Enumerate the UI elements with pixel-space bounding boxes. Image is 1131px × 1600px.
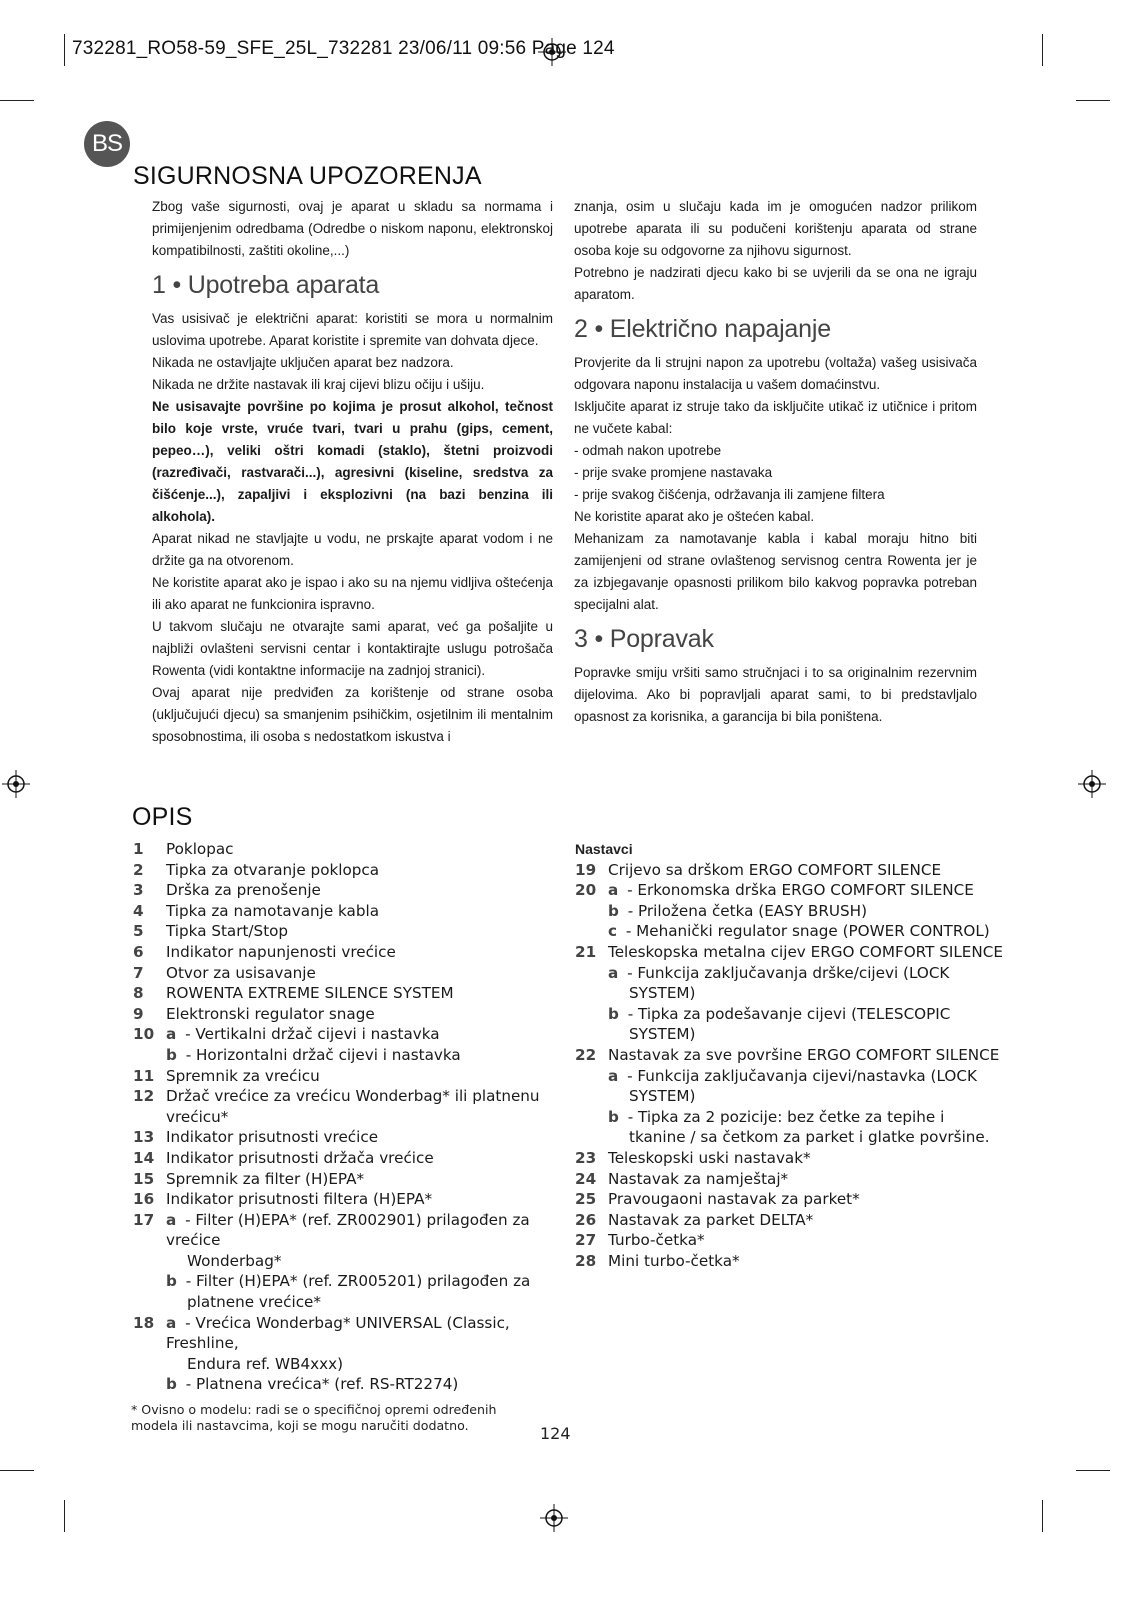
section-1-title: 1 • Upotreba aparata bbox=[152, 271, 380, 299]
list-item bbox=[133, 901, 563, 922]
list-item-continuation: vrećicu* bbox=[166, 1107, 229, 1126]
paragraph: Potrebno je nadzirati djecu kako bi se uvjerili da se ona ne igraju aparatom. bbox=[574, 265, 977, 302]
list-item-continuation: SYSTEM) bbox=[629, 1025, 696, 1044]
item-label: Tipka za otvaranje poklopca bbox=[166, 860, 380, 879]
list-item bbox=[575, 1230, 1005, 1251]
list-item bbox=[133, 1148, 563, 1169]
list-item: 18 a - Vrećica Wonderbag* UNIVERSAL (Classic, Freshline, bbox=[133, 1313, 510, 1353]
paragraph: Ovaj aparat nije predviđen za korištenje od strane osoba (uključujući djecu) sa smanjenim psihičkim, osjetilnim ili mentalnim sposobnostima, ili osoba s nedostatkom iskustva i bbox=[152, 685, 553, 744]
item-label: Spremnik za vrećicu bbox=[166, 1066, 320, 1085]
page-number: 124 bbox=[540, 1424, 571, 1443]
item-label: Indikator prisutnosti filtera (H)EPA* bbox=[166, 1190, 433, 1209]
item-label: Pravougaoni nastavak za parket* bbox=[608, 1190, 860, 1209]
list-subitem: b - Tipka za podešavanje cijevi (TELESCOPIC bbox=[608, 1004, 951, 1023]
paragraph: U takvom slučaju ne otvarajte sami aparat, već ga pošaljite u najbliži ovlašteni servisni centar i kontaktirajte uslugu potrošača Rowenta (vidi kontaktne informacije na zadnjoj stranici). bbox=[152, 619, 553, 678]
item-number: 28 bbox=[575, 1251, 597, 1270]
item-label: Tipka Start/Stop bbox=[166, 922, 289, 941]
safety-right-column bbox=[574, 196, 977, 728]
safety-intro: Zbog vaše sigurnosti, ovaj je aparat u skladu sa normama i primijenjenim odredbama (Odredbe o niskom naponu, elektronskoj kompatibilnosti, zaštiti okoline,...) bbox=[152, 199, 553, 258]
list-item: 12 Držač vrećice za vrećicu Wonderbag* ili platnenu bbox=[133, 1087, 540, 1106]
list-item: 21 Teleskopska metalna cijev ERGO COMFORT SILENCE bbox=[575, 942, 1003, 961]
item-label: Drška za prenošenje bbox=[166, 881, 321, 900]
item-number: 11 bbox=[133, 1066, 155, 1085]
list-item-continuation: SYSTEM) bbox=[629, 1087, 696, 1106]
registration-mark-icon bbox=[540, 1504, 568, 1532]
item-number: 23 bbox=[575, 1148, 597, 1167]
item-number: 6 bbox=[133, 942, 144, 961]
list-item bbox=[575, 1189, 1005, 1210]
list-item bbox=[133, 839, 563, 860]
list-item bbox=[133, 1169, 563, 1190]
list-item bbox=[133, 963, 563, 984]
list-subitem: b - Filter (H)EPA* (ref. ZR005201) prilagođen za bbox=[166, 1272, 531, 1291]
list-item bbox=[133, 1066, 563, 1087]
item-number: 16 bbox=[133, 1190, 155, 1209]
item-label: Turbo-četka* bbox=[608, 1231, 705, 1250]
list-item: 17 a - Filter (H)EPA* (ref. ZR002901) prilagođen za vrećice bbox=[133, 1210, 530, 1250]
crop-mark bbox=[0, 100, 34, 101]
item-number: 9 bbox=[133, 1004, 144, 1023]
item-number: 7 bbox=[133, 963, 144, 982]
item-number: 13 bbox=[133, 1128, 155, 1147]
item-number: 14 bbox=[133, 1148, 155, 1167]
list-subitem: c - Mehanički regulator snage (POWER CONTROL) bbox=[608, 922, 990, 941]
item-number: 8 bbox=[133, 984, 144, 1003]
list-subitem: a - Funkcija zaključavanja cijevi/nastavka (LOCK bbox=[608, 1066, 977, 1085]
paragraph: znanja, osim u slučaju kada im je omogućen nadzor prilikom upotrebe aparata ili su podučeni korištenju aparata od strane osoba koje su odgovorne za njihovu sigurnost. bbox=[574, 199, 977, 258]
list-subitem: b - Priložena četka (EASY BRUSH) bbox=[608, 901, 867, 920]
item-number: 26 bbox=[575, 1210, 597, 1229]
paragraph: Isključite aparat iz struje tako da isključite utikač iz utičnice i pritom ne vučete kabal: bbox=[574, 399, 977, 436]
language-badge: BS bbox=[84, 121, 130, 167]
paragraph: Ne koristite aparat ako je ispao i ako su na njemu vidljiva oštećenja ili ako aparat ne funkcionira ispravno. bbox=[152, 575, 553, 612]
list-item: 22 Nastavak za sve površine ERGO COMFORT SILENCE bbox=[575, 1045, 1000, 1064]
safety-left-column bbox=[152, 196, 553, 748]
item-number: 24 bbox=[575, 1169, 597, 1188]
item-label: Spremnik za filter (H)EPA* bbox=[166, 1169, 365, 1188]
paragraph: Vas usisivač je električni aparat: koristiti se mora u normalnim uslovima upotrebe. Aparat koristite i spremite van dohvata djece. bbox=[152, 311, 553, 348]
paragraph: Nikada ne držite nastavak ili kraj cijevi blizu očiju i ušiju. bbox=[152, 377, 485, 392]
item-number: 27 bbox=[575, 1231, 597, 1250]
paragraph: Nikada ne ostavljajte uključen aparat bez nadzora. bbox=[152, 355, 454, 370]
item-label: Elektronski regulator snage bbox=[166, 1004, 375, 1023]
item-number: 5 bbox=[133, 922, 144, 941]
item-number: 4 bbox=[133, 901, 144, 920]
item-label: Indikator prisutnosti držača vrećice bbox=[166, 1148, 434, 1167]
registration-mark-icon bbox=[1078, 770, 1106, 798]
item-label: Nastavak za parket DELTA* bbox=[608, 1210, 814, 1229]
crop-mark bbox=[1076, 100, 1110, 101]
list-subitem: b - Platnena vrećica* (ref. RS-RT2274) bbox=[166, 1375, 459, 1394]
list-item bbox=[133, 860, 563, 881]
bullet-item: - odmah nakon upotrebe bbox=[574, 443, 722, 458]
list-item: 20 a - Erkonomska drška ERGO COMFORT SILENCE bbox=[575, 881, 974, 900]
section-3-title: 3 • Popravak bbox=[574, 625, 714, 653]
list-item bbox=[133, 942, 563, 963]
crop-mark bbox=[1042, 34, 1043, 66]
item-number: 25 bbox=[575, 1190, 597, 1209]
item-label: Nastavak za namještaj* bbox=[608, 1169, 789, 1188]
item-label: Indikator prisutnosti vrećice bbox=[166, 1128, 379, 1147]
list-item bbox=[575, 1169, 1005, 1190]
item-label: Mini turbo-četka* bbox=[608, 1251, 740, 1270]
paragraph: Mehanizam za namotavanje kabla i kabal moraju hitno biti zamijenjeni od strane ovlaštenog servisnog centra Rowenta jer je za izbjegavanje opasnosti prilikom bilo kakvog popravka potreban specijalni alat. bbox=[574, 531, 977, 612]
parts-list-right bbox=[575, 839, 1005, 1271]
list-item-continuation: tkanine / sa četkom za parket i glatke površine. bbox=[629, 1128, 990, 1147]
list-item bbox=[575, 1148, 1005, 1169]
item-number: 2 bbox=[133, 860, 144, 879]
item-label: ROWENTA EXTREME SILENCE SYSTEM bbox=[166, 984, 454, 1003]
list-item-continuation: platnene vrećice* bbox=[187, 1293, 321, 1312]
list-item bbox=[133, 1189, 563, 1210]
list-item bbox=[575, 1210, 1005, 1231]
crop-mark bbox=[1042, 1500, 1043, 1532]
item-label: Tipka za namotavanje kabla bbox=[166, 901, 380, 920]
list-item: 10 a - Vertikalni držač cijevi i nastavka bbox=[133, 1025, 440, 1044]
warning-paragraph: Ne usisavajte površine po kojima je prosut alkohol, tečnost bilo koje vrste, vruće tvari, tvari u prahu (gips, cement, pepeo…), veliki oštri komadi (staklo), štetni proizvodi (razređivači, rastvarači...), agresivni (kiseline, sredstva za čišćenje...), zapaljivi i eksplozivni (na bazi benzina ili alkohola). bbox=[152, 399, 553, 524]
list-item-continuation: Wonderbag* bbox=[187, 1251, 282, 1270]
paragraph: Provjerite da li strujni napon za upotrebu (voltaža) vašeg usisivača odgovara naponu instalacija u vašem domaćinstvu. bbox=[574, 355, 977, 392]
list-item: 19 Crijevo sa drškom ERGO COMFORT SILENCE bbox=[575, 860, 942, 879]
nastavci-heading: Nastavci bbox=[575, 841, 633, 857]
safety-title: SIGURNOSNA UPOZORENJA bbox=[133, 162, 482, 190]
list-item bbox=[133, 880, 563, 901]
print-header: 732281_RO58-59_SFE_25L_732281 23/06/11 09:56 Page 124 bbox=[72, 38, 615, 59]
item-number: 15 bbox=[133, 1169, 155, 1188]
list-item bbox=[133, 921, 563, 942]
crop-mark bbox=[0, 1470, 34, 1471]
list-item bbox=[575, 1251, 1005, 1272]
bullet-item: - prije svake promjene nastavaka bbox=[574, 465, 773, 480]
list-subitem: a - Funkcija zaključavanja drške/cijevi (LOCK bbox=[608, 963, 950, 982]
parts-list-left bbox=[133, 839, 563, 1395]
bullet-item: - prije svakog čišćenja, održavanja ili zamjene filtera bbox=[574, 487, 885, 502]
list-item bbox=[133, 1127, 563, 1148]
footnote: * Ovisno o modelu: radi se o specifičnoj opremi određenih modela ili nastavcima, koji se mogu naručiti dodatno. bbox=[131, 1402, 497, 1433]
list-item-continuation: Endura ref. WB4xxx) bbox=[187, 1354, 344, 1373]
opis-title: OPIS bbox=[132, 803, 193, 831]
item-number: 1 bbox=[133, 840, 144, 858]
item-number: 3 bbox=[133, 881, 144, 900]
list-subitem: b - Horizontalni držač cijevi i nastavka bbox=[166, 1045, 461, 1064]
list-item bbox=[133, 983, 563, 1004]
item-label: Poklopac bbox=[166, 840, 234, 858]
crop-mark bbox=[64, 34, 65, 66]
paragraph: Ne koristite aparat ako je oštećen kabal. bbox=[574, 509, 815, 524]
item-label: Indikator napunjenosti vrećice bbox=[166, 942, 396, 961]
paragraph: Popravke smiju vršiti samo stručnjaci i to sa originalnim rezervnim dijelovima. Ako bi popravljali aparat sami, to bi predstavljalo opasnost za korisnika, a garancija bi bila poništena. bbox=[574, 665, 977, 724]
list-item bbox=[133, 1004, 563, 1025]
crop-mark bbox=[64, 1500, 65, 1532]
section-2-title: 2 • Električno napajanje bbox=[574, 315, 831, 343]
item-label: Teleskopski uski nastavak* bbox=[608, 1148, 811, 1167]
list-item-continuation: SYSTEM) bbox=[629, 984, 696, 1003]
crop-mark bbox=[1076, 1470, 1110, 1471]
item-label: Otvor za usisavanje bbox=[166, 963, 316, 982]
list-subitem: b - Tipka za 2 pozicije: bez četke za tepihe i bbox=[608, 1107, 945, 1126]
paragraph: Aparat nikad ne stavljajte u vodu, ne prskajte aparat vodom i ne držite ga na otvorenom. bbox=[152, 531, 553, 568]
registration-mark-icon bbox=[2, 770, 30, 798]
